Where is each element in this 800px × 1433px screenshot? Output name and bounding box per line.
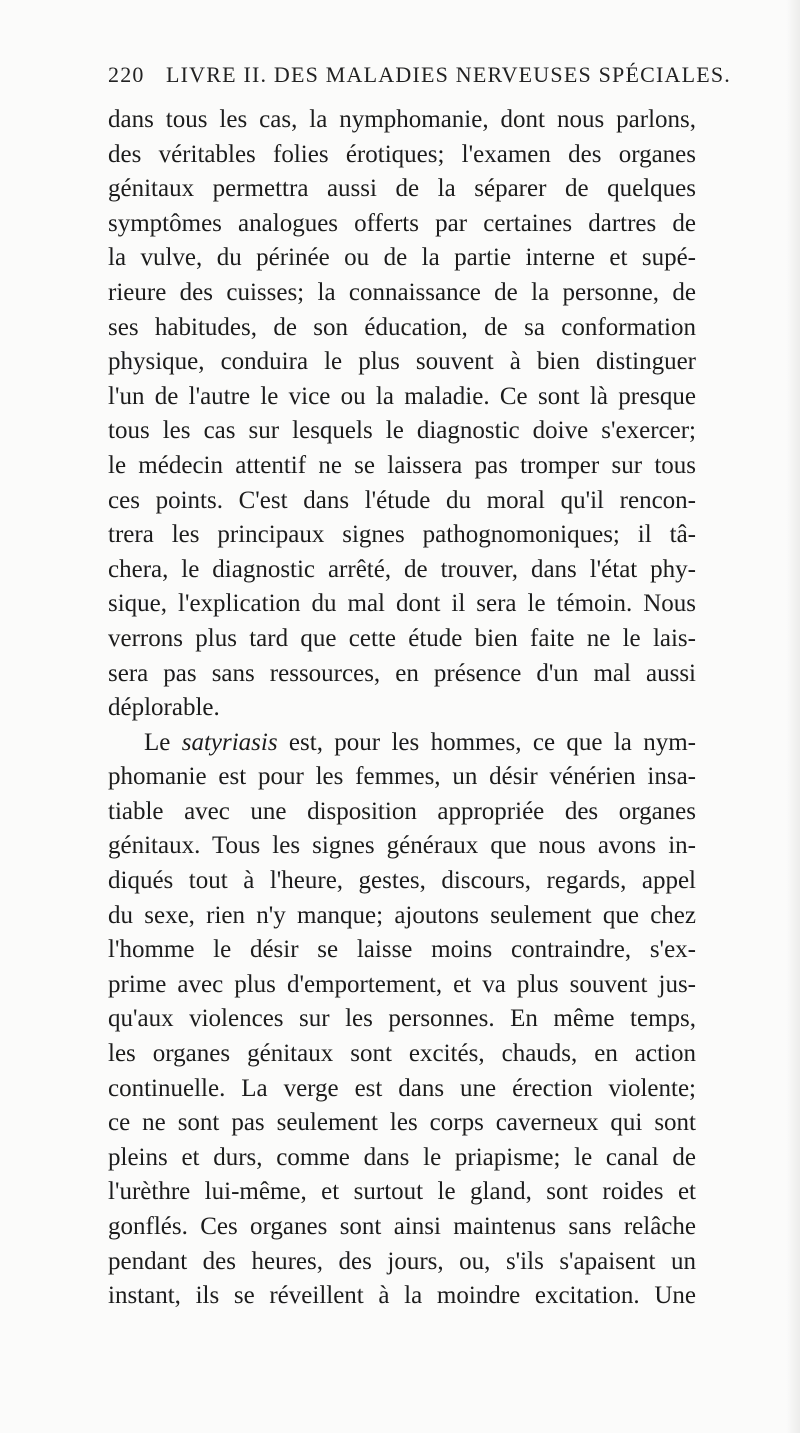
text-line: chera, le diagnostic arrêté, de trouver, dans l'état phy- bbox=[108, 555, 696, 583]
text-line: continuelle. La verge est dans une érection violente; bbox=[108, 1074, 696, 1102]
text-line: les organes génitaux sont excités, chauds, en action bbox=[108, 1040, 696, 1068]
text-line: pleins et durs, comme dans le priapisme; le canal de bbox=[108, 1143, 696, 1171]
text-line: l'un de l'autre le vice ou la maladie. Ce sont là presque bbox=[108, 382, 696, 410]
text-line: rieure des cuisses; la connaissance de la personne, de bbox=[108, 278, 696, 306]
text-line: instant, ils se réveillent à la moindre excitation. Une bbox=[108, 1282, 696, 1310]
text-line: déplorable. bbox=[108, 694, 220, 722]
text-line: verrons plus tard que cette étude bien faite ne le lais- bbox=[108, 624, 696, 652]
text-line: physique, conduira le plus souvent à bien distinguer bbox=[108, 348, 696, 376]
page-number: 220 bbox=[108, 62, 145, 87]
text-line: sique, l'explication du mal dont il sera le témoin. Nous bbox=[108, 590, 696, 618]
paragraph-first-line bbox=[108, 726, 696, 761]
text-line: gonflés. Ces organes sont ainsi maintenus sans relâche bbox=[108, 1213, 696, 1240]
text-line: qu'aux violences sur les personnes. En même temps, bbox=[108, 1005, 696, 1033]
text-line: dans tous les cas, la nymphomanie, dont nous parlons, bbox=[108, 106, 696, 133]
text-line: le médecin attentif ne se laissera pas tromper sur tous bbox=[108, 451, 696, 479]
text-line: l'urèthre lui-même, et surtout le gland, sont roides et bbox=[108, 1178, 696, 1206]
running-title: LIVRE II. DES MALADIES NERVEUSES SPÉCIALES. bbox=[166, 62, 732, 87]
text-line: tiable avec une disposition appropriée des organes bbox=[108, 797, 696, 825]
text-line: tous les cas sur lesquels le diagnostic doive s'exercer; bbox=[108, 417, 696, 445]
text-line: la vulve, du périnée ou de la partie interne et supé- bbox=[108, 244, 696, 272]
text-line: diqués tout à l'heure, gestes, discours, regards, appel bbox=[108, 867, 696, 895]
text-line: phomanie est pour les femmes, un désir vénérien insa- bbox=[108, 763, 696, 791]
text-line: pendant des heures, des jours, ou, s'ils s'apaisent un bbox=[108, 1247, 696, 1275]
italic-term: satyriasis bbox=[181, 728, 278, 756]
text-line: trera les principaux signes pathognomoniques; il tâ- bbox=[108, 521, 696, 549]
text-line: du sexe, rien n'y manque; ajoutons seulement que chez bbox=[108, 901, 696, 929]
text-line: génitaux. Tous les signes généraux que nous avons in- bbox=[108, 832, 696, 860]
text-line: ses habitudes, de son éducation, de sa conformation bbox=[108, 313, 696, 341]
page-edge-shadow bbox=[786, 0, 800, 1433]
text-line: ce ne sont pas seulement les corps caverneux qui sont bbox=[108, 1109, 696, 1137]
text-line: sera pas sans ressources, en présence d'un mal aussi bbox=[108, 659, 696, 687]
running-head bbox=[108, 62, 732, 98]
text-line: l'homme le désir se laisse moins contraindre, s'ex- bbox=[108, 936, 696, 964]
body-text bbox=[108, 103, 696, 1314]
text-line: des véritables folies érotiques; l'examen des organes bbox=[108, 140, 696, 168]
paragraph-lead: Le bbox=[144, 728, 182, 756]
text-line: ces points. C'est dans l'étude du moral qu'il rencon- bbox=[108, 486, 696, 514]
text-line: prime avec plus d'emportement, et va plus souvent jus- bbox=[108, 970, 696, 998]
text-line: symptômes analogues offerts par certaines dartres de bbox=[108, 209, 696, 237]
first-line-rest: est, pour les hommes, ce que la nym- bbox=[277, 728, 696, 756]
text-line: génitaux permettra aussi de la séparer de quelques bbox=[108, 175, 696, 203]
